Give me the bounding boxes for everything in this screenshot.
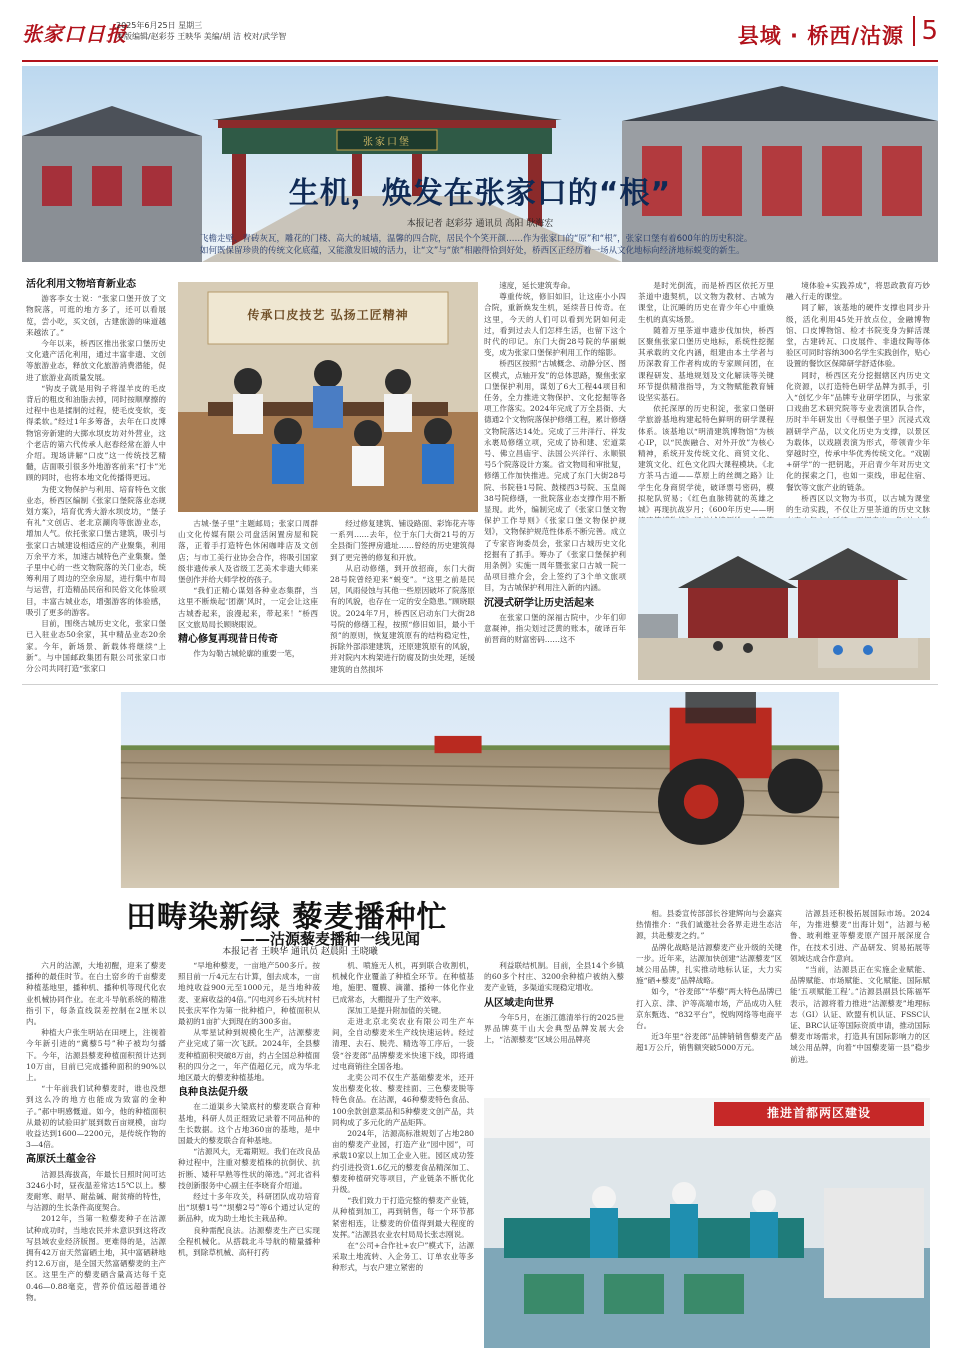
page-number: 5 — [913, 16, 938, 46]
section-title: 县域 · 桥西/沽源 — [737, 24, 904, 48]
factory-banner: 推进首都两区建设 — [766, 1106, 871, 1120]
paragraph: 桥西区按照“古城概念、动静分区、图区模式，点轴开发”的总体思路，聚焦张家口堡保护利用，谋划了6大工程44项目和任务，全力推进文物保护、文化挖掘等各项工作落实。2024年完成了万全县衙、大德通2个文物院落保护修缮工程，累计修缮文物院落达14处。完成了三井洋行、祥发永裹局修缮立项，完成了协和建、宏道菜号、佛立昌庙宇、法国公兴洋行、永顺银号5个院落设计方案。省文物局和审批复，修缮工作加快推进。完成了东门大街28号院、书院巷1号院、鼓楼西3号院、玉皇阁38号院修缮，一批院落业态支撑作用不断显现。此外，编制完成了《张家口堡文物保护工作导则》《张家口堡文物保护规划》，文物保护规范性体系不断完善。成立了专家咨询委员会，张家口古城历史文化挖掘有了抓手。筹办了《张家口堡保护利用条例》实施一周年暨张家口古城一院一品项目推介会，会上签约了3个单文旅项目，为古城保护利用注入新的内涵。 — [484, 359, 626, 593]
newspaper-logo: 张家口日报 — [22, 22, 127, 46]
temple-illustration — [638, 518, 930, 680]
paragraph: 近3年里“谷麦郎”品牌销销售藜麦产品超1万公斤，销售额突破5000万元。 — [636, 1032, 782, 1053]
paragraph: 六月的沽源，大地初醒，迎来了藜麦播种的最佳时节。在白土窑乡的千亩藜麦种植基地里，播种机、播种机等现代化农业机械协同作业。在北斗导航系统的精准指引下，每条直线误差控制在2厘米以内。 — [26, 961, 166, 1027]
paragraph: 沽源县海拔高，年最长日照时间可达3246小时，昼夜温差常达15℃以上。藜麦耐寒、耐旱、耐盐碱、耐贫瘠的特性，与沽源的生长条件高度契合。 — [26, 1169, 166, 1213]
paragraph: 为使文物保护与利用、培育特色文旅业态，桥西区编制《张家口堡院落业态规划方案》，培育优秀大游水坝皮坊，“堡子有礼”文创店、老北京涮肉等旅游业态，增加人气。依托张家口堡古建筑，吸引与张家口古城建设相适应的产业聚集，利用万余平方米，加速古城特色产业集聚。堡子里中心的一些文物院落的关门业态，统筹利用了周边的空余房屋，进行集中布局与运营，打造精品民宿和民俗文化体验项目，丰富古城业态，增强游客的体验感，吸引了更多的游客。 — [26, 484, 166, 617]
farmland-photo — [22, 692, 938, 888]
paragraph: “十年前我们试种藜麦时，谁也没想到这么冷的地方也能成为致富的金种子。”郝中明感慨道。如今，他的种植面积从最初的试验田扩展到数百亩规模，亩均收益达到1600—2200元，是传统作物的3—4倍。 — [26, 1084, 166, 1150]
article2-column-1 — [26, 960, 166, 1348]
paragraph: 2012年，当第一粒藜麦种子在沽源试种成功时，当地农民并未意识到这将改写县域农业经济版图。更难得的是，沽源拥有42万亩天然富硒土地，其中富硒耕地约12.6万亩，是全国天然富硒藜麦的主产区。这里生产的藜麦硒含量高达每千克0.46—0.88毫克，营养价值远超普通谷物。 — [26, 1214, 166, 1302]
article1-column-1 — [26, 275, 166, 675]
article2-column-4 — [484, 960, 624, 1092]
issue-date: 2025年6月25日 星期三 — [116, 21, 203, 30]
paragraph: 古城·堡子里”主题邮局；张家口周群山文化传媒有限公司盘活闲置房屋和院落，正着手打造特色休闲咖啡店及文创店；与市工美行业协会合作，将吸引国家级非遗传承人及省级工艺美术非遗大师来堡创作并给大师学校的孩子。 — [178, 519, 318, 585]
section-heading: 高原沃土蕴金谷 — [26, 1154, 96, 1166]
article1-column-5 — [638, 280, 774, 515]
paragraph: 今年以来，桥西区推出张家口堡历史文化遗产活化利用，通过丰富非遗、文创等旅游业态，释放文化旅游消费潜能，促进了旅游业高质量发展。 — [26, 339, 166, 382]
gate-sign: 张家口堡 — [363, 137, 411, 148]
article2-column-6 — [790, 908, 930, 1094]
paragraph: 桥西区以文物为书页，以古城为课堂的生动实践，不仅让万里茶道的历史文脉 — [786, 493, 930, 515]
section-heading: 精心修复再现昔日传奇 — [178, 634, 278, 646]
article1-column-3 — [330, 518, 475, 678]
paragraph: 经过修复建筑、铺设路面、彩饰花卉等一系列……去年，位于东门大街21号的万全县衙门签押房遗址……曾经的历史建筑得到了更完善的修复和开放。 — [330, 519, 475, 562]
paragraph: 作为勾勒古城轮廓的重要一笔， — [193, 649, 300, 659]
article2-column-5 — [636, 908, 782, 1094]
paragraph: 尊重传统，修旧如旧，让这座小小四合院，重新焕发生机，延续昔日传奇。在这里，今天的人们可以看到光阴如何走过，看到过去人们怎样生活，也留下这个时代的印记。东门大街28号院的华丽蜕变，成为张家口堡保护利用工作的缩影。 — [484, 292, 626, 358]
paragraph: 品牌化战略是沽源藜麦产业升级的关键一步。近年来，沽源加快创建“沽源藜麦”区域公用品牌，扎实推动地标认证，大力实施“硒+藜麦”品牌战略。 — [636, 942, 782, 986]
article2-column-2 — [178, 960, 320, 1348]
paragraph: “我们正精心谋划各种业态集群，当这里不断焕起‘团潮’风时，一定会让这座古城香起来，浪漫起来，带起来！”桥西区文旅局局长顾晓眼说。 — [178, 586, 318, 629]
article2-column-3 — [332, 960, 474, 1348]
section-heading: 活化利用文物培育新业态 — [26, 279, 136, 290]
paragraph: “当前，沽源县正在实施企业赋能、品牌赋能、市场赋能、文化赋能、国际赋能‘五项赋能工程’。”沽源县副县长陈福军表示，沽源将着力推进“沽源藜麦”地理标志（GI）认证、欧盟有机认证、FSSC认证、BRC认证等国际资质申请，推动国际藜麦市场需求，打造具有国际影响力的区域公用品牌，向着“中国藜麦第一县”稳步前进。 — [790, 965, 930, 1064]
paragraph: 相。县委宣传部部长谷建辉向与会嘉宾热情推介：“我们诚邀社会各界走进生态沽源，共赴藜麦之约。” — [636, 909, 782, 941]
paragraph: 良种需配良法。沽源藜麦生产已实现全程机械化。从搭载北斗导航的精量播种机，到除草机械、高秆打药 — [178, 1225, 320, 1258]
paragraph: 深加工是提升附加值的关键。 — [347, 1005, 446, 1015]
paragraph: “早地种藜麦，一亩地产500多斤。按照目前一斤4元左右计算，刨去成本，一亩地纯收益900元至1000元，是当地种莜麦、亚麻收益的4倍。”闪电河乡石头坑村村民张庆军作为第一批种植户，种植面积从最初的1亩扩大到现在的300多亩。 — [178, 961, 320, 1027]
article1-column-6 — [786, 280, 930, 515]
paragraph: 目前，围绕古城历史文化，张家口堡已入驻业态50余家，其中精品业态20余家。今年，新场景、新载体将继续“上新”。与中国邮政集团有限公司张家口市分公司共同打造“张家口 — [26, 619, 166, 673]
paragraph: 境体验+实践养成”，将思政教育巧妙融入行走的课堂。 — [786, 281, 930, 302]
article1-headline: 生机，焕发在张家口的“根” — [288, 176, 672, 211]
article2-byline: 本报记者 王映华 通讯员 赵晨阳 王晓曦 — [222, 947, 378, 957]
article1-column-2 — [178, 518, 318, 678]
section-heading: 良种良法促升级 — [178, 1087, 248, 1099]
paragraph: 依托深厚的历史积淀，张家口堡研学旅游基地构建起特色鲜明的研学课程体系。该基地以“明清建筑博物馆”为核心IP，以“民族融合、对外开放”为核心精神，系统开发传统文化、商贸文化、建筑文化、红色文化四大课程模块。《北方茶马古道——草原上的丝绸之路》让学生化身商贸学徒，破译票号密码，模拟驼队贸易；《红色血脉铸就的英雄之城》再现抗战岁月；《600年历史——明 — [638, 404, 774, 515]
farmland-illustration — [22, 692, 938, 888]
paragraph: 经过十多年攻关，科研团队成功培育出“坝藜1号”“坝藜2号”等6个通过认定的新品种，成为助土地长主栽品种。 — [178, 1192, 320, 1224]
article1-byline: 本报记者 赵彩芬 通讯员 高阳 耿海宏 — [406, 219, 554, 229]
paragraph: 如今，“谷麦郎”“华藜”两大特色品牌已打入京、津、沪等高端市场，产品成功入驻京东甄选、“832平台”，悦购网络等电商平台。 — [636, 987, 782, 1031]
masthead-rule — [22, 60, 938, 62]
paragraph: 沽源县还积极拓展国际市场。2024年，为推进藜麦“出海计划”，沽源与秘鲁、玻利维亚等藜麦原产国开展深度合作，在技术引进、产品研发、贸易拓展等领域达成合作意向。 — [790, 909, 930, 963]
section-heading: 沉浸式研学让历史活起来 — [484, 597, 594, 609]
paragraph: 在二道渠乡大梁底村的藜麦联合育种基地，科研人员正细致记录着不同品种的生长数据。这个占地360亩的基地，是中国最大的藜麦联合育种基地。 — [178, 1102, 320, 1146]
paragraph: 从启动修缮，到开放招商，东门大街28号院曾经迎来“蜕变”。“这里之前是民居，风雨侵蚀与其他一些原因破坏了院落原有的风貌，也存在一定的安全隐患。”顾晓眼说。2024年7月，桥西区启动东门大街28号院的修缮工程，按照“修旧如旧，最小干预”的原则，恢复建筑原有的结构稳定性，拆除外部添建建筑，还原建筑原有的风貌，并对院内木构架进行防腐及防虫处理，延缓建筑的自然损坏 — [330, 563, 475, 674]
paragraph: “我们致力于打造完整的藜麦产业链，从种植到加工，再到销售，每一个环节都紧密相连，让藜麦的价值得到最大程度的发挥。”沽源县农业农村局局长张志刚说。 — [332, 1196, 474, 1239]
article1-column-4 — [484, 280, 626, 680]
article2-subtitle: ——沽源藜麦播种一线见闻 — [240, 930, 421, 948]
paragraph: 今年5月，在浙江德清举行的2025世界品牌莫干山大会典型品牌发展大会上，“沽源藜麦”区域公用品牌亮 — [484, 1012, 624, 1045]
paragraph: 北奕公司不仅生产基础藜麦米，还开发出藜麦化妆、藜麦挂面、三色藜麦脱等特色食品。在沽源，46种藜麦特色食品、100余款创意菜品和5种藜麦文创产品，共同构成了多元化的产品矩阵。 — [332, 1073, 474, 1127]
paragraph: 游客李女士说：“张家口堡开放了文物院落，可逛的地方多了，还可以看展览，尝小吃，买文创，古建旅游的味道越来越浓了。” — [26, 294, 166, 337]
paragraph: 速度，延长建筑寿命。 — [499, 281, 576, 290]
paragraph: 利益联结机制。目前，全县14个乡镇的60多个村庄、3200余种植户被纳入藜麦产业链，多渠道实现稳定增收。 — [484, 961, 624, 993]
paragraph: “钩皮子就是用钩子将湿羊皮的毛皮背后的粗皮和油脂去掉，同时按顺摩擦的过程中也是揉制的过程，使毛皮变软，变得柔软。”经过1年多筹备，去年在口皮博物馆旁新建的大掷水坝皮坊对外营业，这个老店的第六代传承人赵春经常在游人中介绍。现场讲解“口皮”这一传统技艺精髓，店面吸引很多外地游客前来“打卡”光顾的同时，也将本地文化传播得更远。 — [26, 383, 166, 483]
paragraph: 2024年，沽源高标准规划了占地280亩的藜麦产业园，打造产业“园中园”，可承载10家以上加工企业入驻。园区成功签约引进投资1.6亿元的藜麦食品精深加工、藜麦种植研究等项目，产业链条不断优化升级。 — [332, 1129, 474, 1195]
paragraph: “沽源风大，无霜期短。我们在改良品种过程中，注重对藜麦植株的抗倒伏、抗折断、矮秆早熟等性状的筛选。”河北省科技创新服务中心副主任李晓育介绍道。 — [178, 1147, 320, 1190]
factory-illustration — [484, 1098, 930, 1348]
paragraph: 同时，桥西区充分挖掘辖区内历史文化资源，以打造特色研学品牌为抓手，引入“创忆少年”品牌专业研学团队，与张家口戏曲艺术研究院等专业表演团队合作，历时半年研发出《寻根堡子里》沉浸式戏剧研学产品，以文化历史为支撑，以景区为载体，以戏剧表演为形式，带领青少年穿越时空，传承中华优秀传统文化。“戏剧+研学”的一把钥匙，开启青少年对历史文化的探索之门，也如一束线，串起住宿、餐饮等文旅产业的链条。 — [786, 370, 930, 492]
classroom-banner: 传承口皮技艺 弘扬工匠精神 — [247, 308, 409, 322]
paragraph: 种植大户张生明站在田埂上，注视着今年新引进的“冀藜5号”种子被均匀播下。今年，沽源县藜麦种植面积预计达到10万亩，目前已完成播种面积的90%以上。 — [26, 1028, 166, 1083]
classroom-photo — [178, 282, 478, 512]
issue-meta — [116, 20, 286, 42]
masthead — [22, 14, 938, 64]
section-heading: 从区域走向世界 — [484, 997, 554, 1009]
paragraph: 机、喷施无人机，再到联合收割机，机械化作业覆盖了种植全环节。在种植基地，施肥、覆膜、滴灌、播种一体化作业已成常态，大棚提升了生产效率。 — [332, 961, 474, 1004]
factory-photo — [484, 1098, 930, 1348]
paragraph: 在“公司+合作社+农户”模式下，沽源采取土地流转、入企务工、订单农业等多种形式，与农户建立紧密的 — [332, 1241, 474, 1273]
page-editors: 本版编辑/赵彩芬 王映华 美编/胡 洁 校对/武学智 — [116, 32, 287, 41]
paragraph: 是时光倒流，而是桥西区依托万里茶道中遗契机，以文物为教材、古城为课堂，让沉睡的历史在青少年心中重焕生机的真实场景。 — [638, 281, 774, 324]
temple-photo — [638, 518, 930, 680]
article2-headline: 田畴染新绿 藜麦播种忙 — [126, 900, 448, 935]
article-divider — [22, 684, 938, 685]
paragraph: 走进北京北奕农业有限公司生产车间，全自动藜麦米生产线快速运转。经过清理、去石、脱壳、精选等工序后，一袋袋“谷麦郎”品牌藜麦米快速下线，即将通过电商销往全国各地。 — [332, 1017, 474, 1071]
paragraph: 同了解，该基地的硬件支撑也同步升级，活化利用45处开放点位，金融博物馆、口皮博物馆、检才书院变身为鲜活课堂，古建砖瓦、口皮展件、非遗纹陶等体验区可同时容纳300名学生实践创作，贴心设置的餐饮区保障研学舒适体验。 — [786, 303, 930, 369]
paragraph: 在张家口堡的深福古院中，少年们卯意凝神，指尖划过泛黄的账本，破译百年前晋商的财富密码……这不 — [484, 612, 626, 645]
paragraph: 随着万里茶道申遗步伐加快，桥西区聚焦张家口堡历史地标，系统性挖掘其承载的文化内涵，组建由本土学者与历深教育工作者构成的专家顾问团，在课程研发、基地规划及文化解读等关键环节提供精准指导，为文物赋能教育铺设坚实基石。 — [638, 325, 774, 403]
paragraph: 从零星试种到规模化生产，沽源藜麦产业完成了第一次飞跃。2024年，全县藜麦种植面积突破8万亩，约占全国总种植面积的四分之一，年产值超亿元，成为华北地区最大的藜麦种植基地。 — [178, 1028, 320, 1083]
article1-lead: 飞檐走壁、青砖灰瓦，雕花的门楼、高大的城墙，温馨的四合院，居民个个笑开颜……作为张家口的“原”和“根”，张家口堡有着600年的历史积淀。如何既保留珍贵的传统文化底蕴，又能激发旧城的活力，让“文”与“旅”相融得恰到好处，桥西区正经历着一场从文化地标向经济地标蜕变的新生。 — [200, 234, 753, 256]
